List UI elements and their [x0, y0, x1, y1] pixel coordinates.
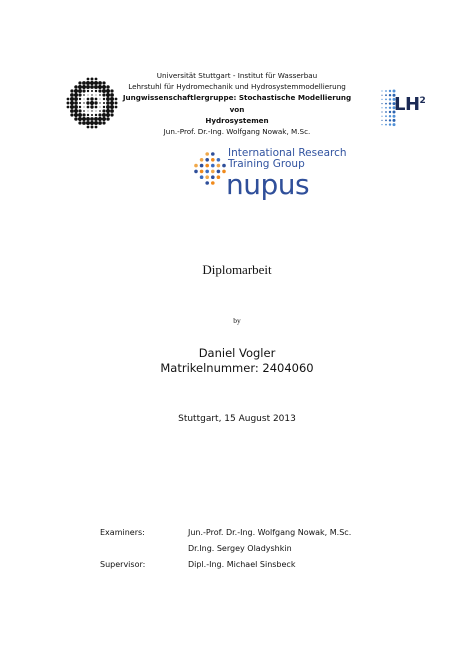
nupus-line-1: International Research — [228, 147, 347, 159]
supervision-row — [100, 544, 400, 558]
lh2-logo — [380, 88, 424, 128]
header-line-university: Universität Stuttgart - Institut für Wasserbau — [156, 71, 318, 80]
header-line-chair: Lehrstuhl für Hydromechanik und Hydrosystemmodellierung — [128, 82, 346, 92]
submission-date: Stuttgart, 15 August 2013 — [178, 414, 296, 424]
lh2-logo-text: $LH^2$ — [394, 94, 426, 115]
supervision-name: Jun.-Prof. Dr.-Ing. Wolfgang Nowak, M.Sc. — [188, 528, 352, 537]
supervision-row — [100, 528, 400, 542]
author-block — [0, 346, 474, 376]
nupus-wordmark: nupus — [226, 168, 310, 201]
university-seal-logo — [66, 77, 118, 129]
nupus-logo — [192, 146, 347, 201]
nupus-line-2: Training Group — [228, 158, 305, 170]
thesis-type: Diplomarbeit — [202, 262, 272, 277]
author-matrikel: Matrikelnummer: 2404060 — [160, 361, 314, 375]
supervision-label: Supervisor: — [100, 560, 146, 569]
by-label: by — [233, 316, 241, 325]
supervision-name: Dipl.-Ing. Michael Sinsbeck — [188, 560, 296, 569]
nupus-dots-icon — [192, 150, 228, 188]
header-line-professor: Jun.-Prof. Dr.-Ing. Wolfgang Nowak, M.Sc. — [163, 127, 311, 137]
institute-header — [118, 70, 356, 137]
header-line-group-cont: Hydrosystemen — [205, 115, 269, 125]
supervision-label: Examiners: — [100, 528, 145, 537]
author-name: Daniel Vogler — [198, 346, 276, 360]
header-line-group: Jungwissenschaftlergruppe: Stochastische Modellierung von — [122, 93, 352, 114]
supervision-row — [100, 560, 400, 574]
supervision-name: Dr.Ing. Sergey Oladyshkin — [188, 544, 292, 553]
